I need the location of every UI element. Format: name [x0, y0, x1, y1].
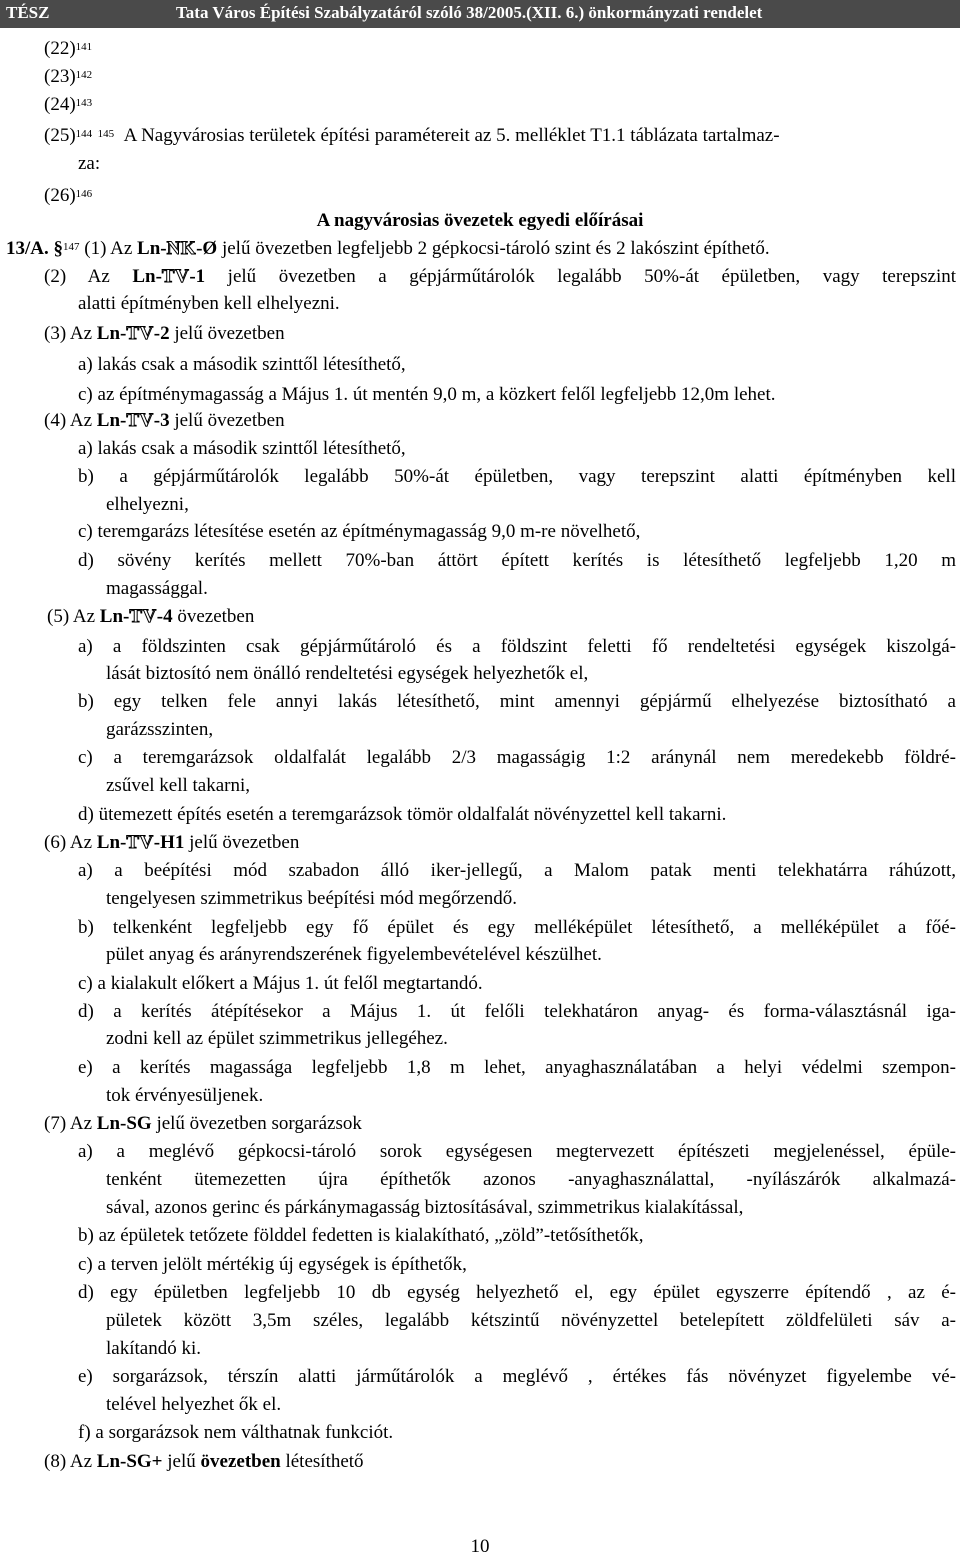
s13-l5-b1: b) egy telken fele annyi lakás létesíthető, mint amennyi gépjármű elhelyezése biztosítható a [78, 691, 956, 712]
s13-l4-c: c) teremgarázs létesítése esetén az építménymagasság 9,0 m-re növelhető, [78, 521, 641, 542]
s13-l4-d2: magassággal. [106, 578, 208, 599]
s13-l4-d1: d) sövény kerítés mellett 70%-ban áttört épített kerítés is létesíthető legfeljebb 1,20 m [78, 550, 956, 571]
s13-l7-a3: sával, azonos gerinc és párkánymagasság biztosításával, szimmetrikus kialakítással, [106, 1197, 744, 1218]
s13-l5-d: d) ütemezett építés esetén a teremgarázsok tömör oldalfalát növényzettel kell takarni. [78, 804, 727, 825]
header-title: Tata Város Építési Szabályzatáról szóló 38/2005.(XII. 6.) önkormányzati rendelet [176, 3, 763, 22]
s13-l3: (3) Az Ln-TV-2 jelű övezetben [44, 323, 285, 344]
s13-l6-d2: zodni kell az épület szimmetrikus jellegéhez. [106, 1028, 448, 1049]
s13-l5-a1: a) a földszinten csak gépjárműtároló és a földszint feletti fő rendeltetési egységek kiszolgá- [78, 636, 956, 657]
s13-l7-c: c) a terven jelölt mértékig új egységek is építhetők, [78, 1254, 467, 1275]
s13-l5: (5) Az Ln-TV-4 övezetben [47, 606, 255, 627]
item-23: $(23)^{142}$ [44, 66, 93, 87]
s13-l4-b1: b) a gépjárműtárolók legalább 50%-át épületben, vagy terepszint alatti építményben kell [78, 466, 956, 487]
s13-l6-a2: tengelyesen szimmetrikus beépítési mód megőrzendő. [106, 888, 518, 909]
s13-l6: (6) Az Ln-TV-H1 jelű övezetben [44, 832, 300, 853]
s13-l6-d1: d) a kerítés átépítésekor a Május 1. út felőli telekhatáron anyag- és forma-választásnál iga- [78, 1001, 956, 1022]
item-25: $(25)^{144 145}$ A Nagyvárosias területek építési paramétereit az 5. melléklet T1.1 táblázata tartalmaz- [44, 125, 780, 146]
s13-l5-a2: lását biztosító nem önálló rendeltetési egységek helyezhetők el, [106, 663, 589, 684]
header-left: TÉSZ [6, 3, 50, 22]
s13-l6-a1: a) a beépítési mód szabadon álló iker-jellegű, a Malom patak menti telekhatárra ráhúzott, [78, 860, 956, 881]
s13-l7-a1: a) a meglévő gépkocsi-tároló sorok egységesen megtervezett építészeti megjelenéssel, épüle- [78, 1141, 956, 1162]
s13-l4-a: a) lakás csak a második szinttől létesíthető, [78, 438, 406, 459]
s13-l7-b: b) az épületek tetőzete földdel fedetten is kialakítható, „zöld”-tetősíthetők, [78, 1225, 644, 1246]
s13-l6-c: c) a kialakult előkert a Május 1. út felől megtartandó. [78, 973, 483, 994]
s13-l7-e2: telével helyezhet ők el. [106, 1394, 282, 1415]
page-header [0, 0, 960, 28]
s13-l5-c1: c) a teremgarázsok oldalfalát legalább 2/3 magasságig 1:2 aránynál nem meredekebb földré- [78, 747, 956, 768]
s13-l7-a2: tenként ütemezetten újra építhetők azonos -anyaghasználattal, -nyílászárók alkalmazá- [106, 1169, 956, 1190]
item-22: $(22)^{141}$ [44, 38, 93, 59]
s13-l6-b2: pület anyag és arányrendszerének figyelembevételével készülhet. [106, 944, 602, 965]
item-26: $(26)^{146}$ [44, 185, 93, 206]
s13-l6-b1: b) telkenként legfeljebb egy fő épület és egy melléképület létesíthető, a melléképület a főé- [78, 917, 956, 938]
s13-l4-b2: elhelyezni, [106, 494, 189, 515]
s13-l6-e2: tok érvényesüljenek. [106, 1085, 264, 1106]
s13-l4: (4) Az Ln-TV-3 jelű övezetben [44, 410, 285, 431]
s13-l7-d1: d) egy épületben legfeljebb 10 db egység helyezhető el, egy épület egyszerre építendő , az é- [78, 1282, 956, 1303]
s13-l5-b2: garázsszinten, [106, 719, 214, 740]
s13-l5-c2: zsűvel kell takarni, [106, 775, 251, 796]
section-title: A nagyvárosias övezetek egyedi előírásai [316, 210, 644, 231]
s13-l2-cont: alatti építményben kell elhelyezni. [78, 293, 340, 314]
s13-l7-e1: e) sorgarázsok, térszín alatti járműtárolók a meglévő , értékes fás növényzet figyelembe vé- [78, 1366, 956, 1387]
s13-l7: (7) Az Ln-SG jelű övezetben sorgarázsok [44, 1113, 362, 1134]
item-25-cont: za: [78, 153, 101, 174]
s13-l7-d2: pületek között 3,5m széles, legalább kétszintű növényzettel betelepített zöldfelületi sáv a- [106, 1310, 956, 1331]
page-number: 10 [470, 1536, 490, 1557]
s13-l2: (2) Az Ln-TV-1 jelű övezetben a gépjárműtárolók legalább 50%-át épületben, vagy terepszint [44, 266, 957, 287]
s13-l1: 13/A. §$^{147}$ (1) Az Ln-NK-Ø jelű övezetben legfeljebb 2 gépkocsi-tároló szint és 2 lakószint építhető. [6, 238, 770, 259]
s13-l6-e1: e) a kerítés magassága legfeljebb 1,8 m lehet, anyaghasználatában a helyi védelmi szempon- [78, 1057, 956, 1078]
s13-l3-a: a) lakás csak a második szinttől létesíthető, [78, 354, 406, 375]
s13-l7-f: f) a sorgarázsok nem válthatnak funkciót. [78, 1422, 394, 1443]
s13-l8: (8) Az Ln-SG+ jelű övezetben létesíthető [44, 1451, 364, 1472]
item-24: $(24)^{143}$ [44, 94, 93, 115]
s13-l7-d3: lakítandó ki. [106, 1338, 201, 1359]
s13-l3-c: c) az építménymagasság a Május 1. út mentén 9,0 m, a közkert felől legfeljebb 12,0m lehet. [78, 384, 776, 405]
